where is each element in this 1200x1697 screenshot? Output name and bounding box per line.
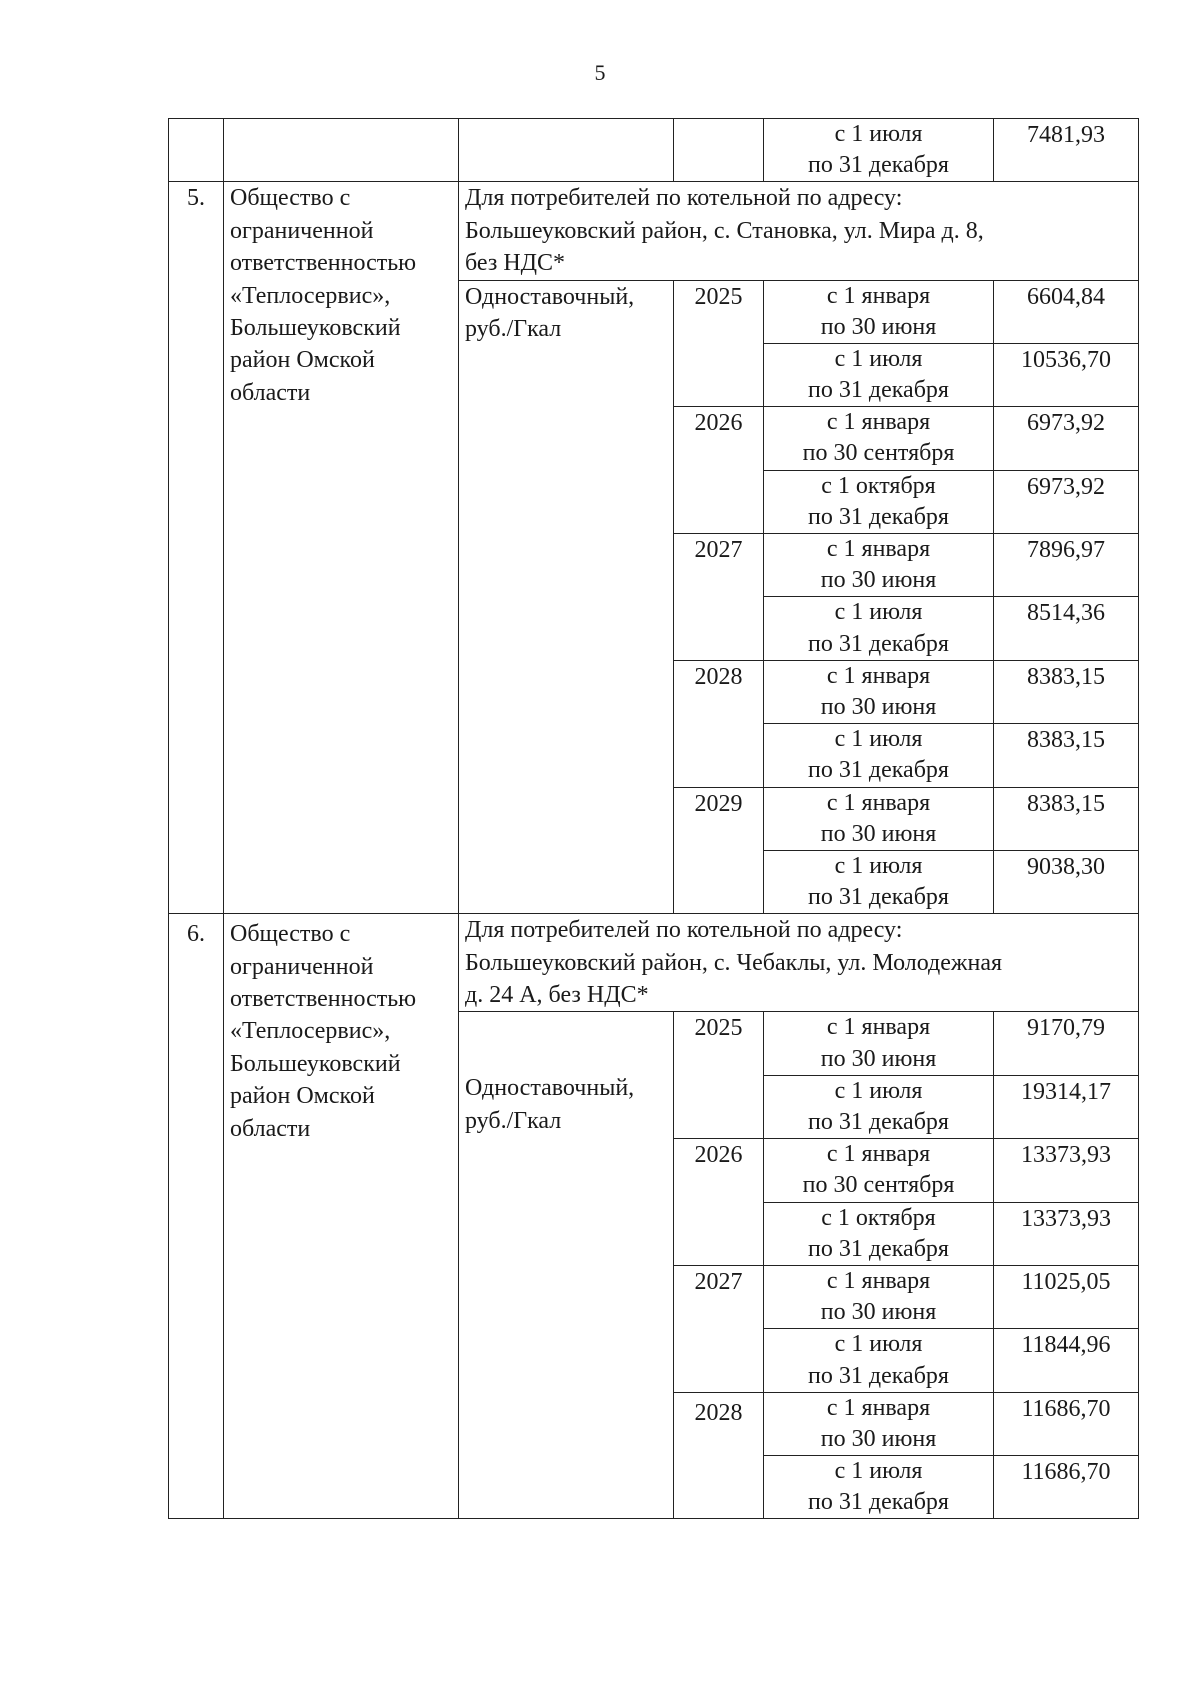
period-cell — [764, 280, 994, 343]
period-start: с 1 января — [826, 1394, 931, 1421]
price-cell: 11844,96 — [994, 1329, 1139, 1392]
period-end: по 30 июня — [820, 567, 937, 594]
page-number: 5 — [594, 60, 606, 85]
year-cell: 2025 — [674, 1012, 764, 1139]
tariff-table — [168, 118, 1139, 1519]
period-start: с 1 января — [826, 409, 931, 436]
period-start: с 1 января — [826, 1267, 931, 1294]
period-start: с 1 января — [826, 536, 931, 563]
organization-line: области — [230, 379, 311, 406]
organization-line: район Омской — [230, 347, 375, 374]
tariff-type — [459, 280, 674, 914]
period-cell — [764, 1012, 994, 1075]
year-cell: 2028 — [674, 1392, 764, 1519]
period-cell — [764, 534, 994, 597]
tariff-type-line: руб./Гкал — [465, 1107, 562, 1134]
address-line: Для потребителей по котельной по адресу: — [465, 185, 903, 212]
organization-line: ответственностью — [230, 986, 417, 1013]
period-start: с 1 января — [826, 282, 931, 309]
period-start: с 1 июля — [834, 1077, 923, 1104]
price-cell: 13373,93 — [994, 1139, 1139, 1202]
price-cell: 11686,70 — [994, 1392, 1139, 1455]
period-end: по 31 декабря — [808, 630, 949, 657]
period-cell — [764, 1202, 994, 1265]
price-cell: 8383,15 — [994, 724, 1139, 787]
period-cell — [764, 407, 994, 470]
year-cell: 2029 — [674, 787, 764, 914]
address-line: Для потребителей по котельной по адресу: — [465, 917, 903, 944]
tariff-type-cell — [459, 119, 674, 182]
period-end: по 31 декабря — [808, 884, 949, 911]
organization-line: области — [230, 1115, 311, 1142]
price-cell: 11025,05 — [994, 1265, 1139, 1328]
organization-name — [224, 182, 459, 914]
tariff-table-body — [169, 119, 1139, 1519]
organization-line: ответственностью — [230, 250, 417, 277]
period-cell — [764, 1139, 994, 1202]
tariff-type-line: Одноставочный, — [465, 1075, 635, 1102]
period-cell — [764, 850, 994, 913]
price-cell: 19314,17 — [994, 1075, 1139, 1138]
table-row — [169, 119, 1139, 182]
price-cell: 6604,84 — [994, 280, 1139, 343]
period-start: с 1 июля — [834, 121, 923, 147]
tariff-type-line: руб./Гкал — [465, 315, 562, 342]
price-cell: 9038,30 — [994, 850, 1139, 913]
address-cell — [459, 914, 1139, 1012]
address-cell — [459, 182, 1139, 280]
period-end: по 30 июня — [820, 693, 937, 720]
period-end: по 30 сентября — [802, 1172, 955, 1199]
period-cell — [764, 1075, 994, 1138]
period-cell — [764, 343, 994, 406]
period-end: по 31 декабря — [808, 377, 949, 404]
organization-line: «Теплосервис», — [230, 282, 391, 309]
year-cell: 2027 — [674, 1265, 764, 1392]
period-start: с 1 января — [826, 1141, 931, 1168]
organization-name — [224, 914, 459, 1519]
period-start: с 1 января — [826, 789, 931, 816]
year-cell: 2026 — [674, 407, 764, 534]
period-cell — [764, 787, 994, 850]
price-cell: 6973,92 — [994, 407, 1139, 470]
address-row — [169, 182, 1139, 280]
period-start: с 1 июля — [834, 852, 923, 879]
row-number: 6. — [169, 914, 224, 1519]
tariff-type — [459, 1012, 674, 1519]
year-cell: 2028 — [674, 660, 764, 787]
year-cell: 2027 — [674, 534, 764, 661]
address-row — [169, 914, 1139, 1012]
year-cell: 2026 — [674, 1139, 764, 1266]
number-cell — [169, 119, 224, 182]
price-cell: 7481,93 — [994, 119, 1139, 182]
period-end: по 31 декабря — [808, 1362, 949, 1389]
organization-line: Большеуковский — [230, 314, 401, 341]
period-end: по 31 декабря — [808, 152, 949, 179]
organization-line: район Омской — [230, 1083, 375, 1110]
price-cell: 10536,70 — [994, 343, 1139, 406]
address-line: д. 24 А, без НДС* — [465, 982, 649, 1009]
period-end: по 30 июня — [820, 1425, 937, 1452]
period-end: по 30 июня — [820, 820, 937, 847]
period-end: по 30 сентября — [802, 440, 955, 467]
period-end: по 31 декабря — [808, 1235, 949, 1262]
organization-line: «Теплосервис», — [230, 1018, 391, 1045]
period-cell — [764, 470, 994, 533]
period-start: с 1 января — [826, 662, 931, 689]
period-start: с 1 июля — [834, 726, 923, 753]
organization-line: ограниченной — [230, 217, 374, 244]
period-end: по 31 декабря — [808, 1489, 949, 1516]
period-cell — [764, 119, 994, 182]
price-cell: 9170,79 — [994, 1012, 1139, 1075]
price-cell: 13373,93 — [994, 1202, 1139, 1265]
price-cell: 8383,15 — [994, 660, 1139, 723]
price-cell: 7896,97 — [994, 534, 1139, 597]
period-end: по 30 июня — [820, 313, 937, 340]
period-start: с 1 июля — [834, 599, 923, 626]
period-cell — [764, 597, 994, 660]
organization-line: Общество с — [230, 921, 351, 948]
period-start: с 1 октября — [821, 472, 936, 499]
organization-line: ограниченной — [230, 953, 374, 980]
period-end: по 31 декабря — [808, 503, 949, 530]
period-cell — [764, 1456, 994, 1519]
organization-line: Большеуковский — [230, 1050, 401, 1077]
period-cell — [764, 1329, 994, 1392]
price-cell: 8514,36 — [994, 597, 1139, 660]
price-cell: 8383,15 — [994, 787, 1139, 850]
period-start: с 1 июля — [834, 345, 923, 372]
price-cell: 6973,92 — [994, 470, 1139, 533]
period-end: по 30 июня — [820, 1299, 937, 1326]
price-cell: 11686,70 — [994, 1456, 1139, 1519]
period-end: по 31 декабря — [808, 1109, 949, 1136]
period-end: по 30 июня — [820, 1045, 937, 1072]
year-cell: 2025 — [674, 280, 764, 407]
period-cell — [764, 1265, 994, 1328]
period-start: с 1 июля — [834, 1331, 923, 1358]
period-start: с 1 января — [826, 1014, 931, 1041]
address-line: Большеуковский район, с. Чебаклы, ул. Молодежная — [465, 949, 1003, 976]
period-cell — [764, 1392, 994, 1455]
period-start: с 1 июля — [834, 1458, 923, 1485]
organization-line: Общество с — [230, 185, 351, 212]
address-line: без НДС* — [465, 250, 566, 277]
year-cell — [674, 119, 764, 182]
tariff-type-line: Одноставочный, — [465, 283, 635, 310]
period-cell — [764, 724, 994, 787]
address-line: Большеуковский район, с. Становка, ул. Мира д. 8, — [465, 217, 984, 244]
period-end: по 31 декабря — [808, 757, 949, 784]
row-number: 5. — [169, 182, 224, 914]
period-cell — [764, 660, 994, 723]
organization-cell — [224, 119, 459, 182]
period-start: с 1 октября — [821, 1204, 936, 1231]
